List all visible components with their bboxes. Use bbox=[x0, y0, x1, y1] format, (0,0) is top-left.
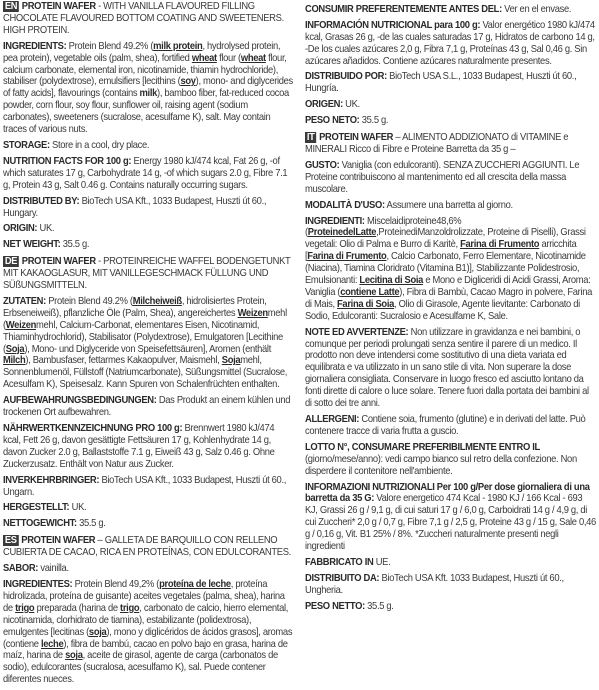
allergens-text: Contiene soia, frumento (glutine) e in derivati del latte. Può contenere tracce di varia frutta a guscio. bbox=[305, 414, 586, 437]
lang-badge-de: DE bbox=[4, 256, 18, 268]
ingredients-text: Protein Blend 49,2% ( bbox=[72, 578, 160, 590]
allergen-text: contiene Latte bbox=[340, 286, 400, 298]
nutrition-label: INFORMAZIONI NUTRIZIONALI Per 100 g/Per dose giornaliera di una barretta da 35 G: bbox=[305, 481, 590, 505]
ingredients-text: preparada (harina de bbox=[34, 602, 121, 614]
allergen-text: ProteinedelLatte bbox=[307, 227, 377, 239]
storage-label: AUFBEWAHRUNGSBEDINGUNGEN: bbox=[3, 395, 157, 407]
ingredients-text: arricchita [ bbox=[305, 239, 577, 263]
net-weight-text: 35.5 g. bbox=[76, 518, 106, 530]
ingredients-text: ), bamboo fiber, fat-reduced cocoa powder, corn flour, soy flour, sunflower oil, raising agent (sodium carbonates), sweeteners (sucralose, acesulfame K), salt. May contain traces of various nuts. bbox=[3, 88, 289, 136]
allergen-text: Farina di Frumento bbox=[307, 251, 387, 263]
storage-text: Das Produkt an einem kühlen und trockenen Ort aufbewahren. bbox=[3, 395, 291, 419]
product-description: - WITH VANILLA FLAVOURED FILLING CHOCOLATE FLAVOURED BOTTOM COATING AND SWEETENERS. HIGH PROTEIN. bbox=[3, 1, 284, 36]
allergen-text: soy bbox=[180, 76, 196, 88]
net-weight-label: NET WEIGHT: bbox=[3, 239, 61, 251]
product-description: – GALLETA DE BARQUILLO CON RELLENO CUBIERTA DE CACAO, RICA EN PROTEÍNAS, CON EDULCORANTES. bbox=[3, 535, 291, 559]
warnings-text: Non utilizzare in gravidanza e nei bambini, o comunque per periodi prolungati senza sentire il parere di un medico. Il prodotto non deve intendersi come sostitutivo di una dieta variata ed equilibrata e va utilizzato in un sano stile di vita. Non superare la dose giornaliera consigliata. Conservare in luogo fresco ed asciutto lontano da fonti dirette di calore o luce solare. Tenere fuori dalla portata dei bambini al di sotto dei tre anni. bbox=[305, 326, 589, 410]
origin-label: ORIGEN: bbox=[305, 99, 343, 111]
nutrition-text: Brennwert 1980 kJ/474 kcal, Fett 26 g, davon gesättigte Fettsäuren 17 g, Kohlenhydrate 14 g, davon Zucker 2.0 g, Ballaststoffe 7.1 g, Eiweiß 43 g, Salz 0.46 g. Ohne Zuckerzusatz. Enthält von Natur aus Zucker. bbox=[3, 423, 275, 470]
origin-label: ORIGIN: bbox=[3, 223, 38, 235]
origin-text: UK. bbox=[342, 99, 360, 111]
allergen-text: Lecitina di Soia bbox=[359, 275, 424, 287]
section-en bbox=[3, 1, 294, 251]
ingredients-text: , carbonato de calcio, hierro elemental, nicotinamida, clorhidrato de tiamina), estabilizante (polidextrosa), emulgentes [lecitinas ( bbox=[3, 602, 289, 638]
product-name: PROTEIN WAFER bbox=[319, 132, 394, 144]
allergen-text: Soja bbox=[221, 355, 241, 367]
nutrition-label: INFORMACIÓN NUTRICIONAL para 100 g: bbox=[305, 19, 481, 31]
lang-badge-es: ES bbox=[4, 535, 17, 547]
ingredients-label: INGREDIENTI: bbox=[305, 215, 365, 227]
taste-label: GUSTO: bbox=[305, 159, 340, 171]
allergen-text: trigo bbox=[120, 602, 140, 614]
allergen-text: Farina di Soia bbox=[337, 298, 395, 310]
distributor-text: BioTech USA Kft., 1033 Budapest, Huszti út 60., Hungary. bbox=[3, 195, 267, 219]
ingredients-text: ), mono y diglicéridos de ácidos grasos], aromas (contiene bbox=[3, 626, 293, 650]
origin-text: UK. bbox=[69, 502, 87, 514]
ingredients-text: , Calcio Carbonato, Ferro Elementare, Nicotinamide (Niacina), Tiamina Cloridrato (Vitamina B1)], Stabilizzante Polidestrosio, Emulsionanti: bbox=[305, 251, 586, 287]
product-description: - PROTEINREICHE WAFFEL BODENGETUNKT MIT KAKAOGLASUR, MIT VANILLEGESCHMACK FÜLLUNG UND SÜßUNGSMITTELN. bbox=[3, 256, 291, 292]
ingredients-text: , proteína hidrolizada, proteína de guisante) aceites vegetales (palma, shea), harina de bbox=[3, 578, 285, 614]
ingredients-text: mehl, Sonnenblumenöl, Füllstoff (Natriumcarbonate), Süßungsmittel (Sucralose, Acesulfam K), Speisesalz. Kann Spuren von Schalenfrüchten enthalten. bbox=[3, 355, 288, 391]
lot-text: (giorno/mese/anno): vedi campo bianco sul retro della confezione. Non disperdere il contenitore nell'ambiente. bbox=[305, 453, 577, 477]
allergen-text: Milcheiweiß bbox=[132, 295, 182, 307]
section-de bbox=[3, 256, 294, 530]
made-in-label: FABBRICATO IN bbox=[305, 556, 374, 568]
lot-label: LOTTO N°, CONSUMARE PREFERIBILMENTE ENTRO IL bbox=[305, 441, 540, 453]
ingredients-text: , hydrolysed protein, pea protein), vegetable oils (palm, shea), fortified bbox=[3, 40, 281, 64]
ingredients-text: Protein Blend 49.2% ( bbox=[45, 295, 133, 307]
ingredients-text: mehl, Calcium-Carbonat, elementares Eisen, Nicotinamid, Thiaminhydrochlorid), Stabilisator (Polydextrose), Emulgatoren [Lecithine ( bbox=[3, 319, 283, 355]
net-weight-text: 35.5 g. bbox=[364, 600, 394, 612]
product-name: PROTEIN WAFER bbox=[21, 535, 96, 547]
origin-text: UK. bbox=[37, 223, 55, 235]
distributor-label: DISTRIBUITO DA: bbox=[305, 572, 380, 584]
usage-label: MODALITÀ D'USO: bbox=[305, 199, 385, 211]
net-weight-text: 35.5 g. bbox=[60, 239, 90, 251]
allergen-text: proteína de leche bbox=[159, 578, 231, 590]
ingredients-text: , aceite de girasol, agente de carga (carbonatos de sodio), edulcorantes (sucralosa, acesulfamo K), sal. Puede contener diferentes nueces. bbox=[3, 650, 278, 686]
made-in-text: UE. bbox=[373, 556, 391, 568]
storage-text: Store in a cool, dry place. bbox=[49, 139, 150, 151]
storage-label: STORAGE: bbox=[3, 139, 50, 151]
allergen-text: Milch bbox=[3, 355, 26, 367]
product-name: PROTEIN WAFER bbox=[21, 256, 96, 268]
section-es bbox=[3, 535, 294, 686]
allergen-text: trigo bbox=[15, 602, 35, 614]
ingredients-text: Protein Blend 49.2% ( bbox=[66, 40, 154, 52]
net-weight-label: PESO NETO: bbox=[305, 115, 360, 127]
left-column bbox=[0, 0, 296, 690]
distributor-label: INVERKEHRBRINGER: bbox=[3, 474, 100, 486]
allergens-label: ALLERGENI: bbox=[305, 414, 360, 425]
nutrition-text: Valor energético 1980 kJ/474 kcal, Grasas 26 g, -de las cuales saturadas 17 g, Hidratos de carbono 14 g, -De los cuales azúcares 2,0 g, Fibra 7,1 g, Proteínas 43 g, Sal 0,46 g. Sin azúcares añadidos. Contiene azúcares naturalmente presentes. bbox=[305, 19, 595, 67]
allergen-text: leche bbox=[40, 638, 64, 650]
right-column bbox=[301, 0, 599, 617]
lang-badge-en: EN bbox=[4, 1, 18, 12]
ingredients-text: flour, calcium carbonate, elemental iron, nicotinamide, thiamin hydrochloride), stabiliser (polydextrose), emulsifiers [lecithins ( bbox=[3, 52, 287, 88]
distributor-label: DISTRIBUIDO POR: bbox=[305, 71, 387, 83]
allergen-text: Soja bbox=[5, 343, 25, 355]
section-es-continued bbox=[305, 0, 597, 127]
taste-text: Vaniglia (con edulcoranti). SENZA ZUCCHERI AGGIUNTI. Le Proteine contribuiscono al mantenimento ed all crescita della massa muscolare. bbox=[305, 159, 580, 195]
nutrition-label: NUTRITION FACTS FOR 100 g: bbox=[3, 155, 132, 167]
allergen-text: Farina di Frumento bbox=[460, 239, 540, 251]
best-before-label: CONSUMIR PREFERENTEMENTE ANTES DEL: bbox=[305, 3, 502, 15]
net-weight-text: 35.5 g. bbox=[359, 115, 389, 127]
ingredients-label: INGREDIENTES: bbox=[3, 578, 73, 590]
flavour-label: SABOR: bbox=[3, 563, 39, 575]
allergen-text: Weizen bbox=[5, 319, 37, 331]
net-weight-label: NETTOGEWICHT: bbox=[3, 518, 77, 530]
section-it bbox=[305, 132, 597, 613]
distributor-text: BioTech USA S.L., 1033 Budapest, Huszti út 60., Hungría. bbox=[305, 71, 577, 95]
allergen-text: milk protein bbox=[153, 40, 203, 52]
ingredients-text: ), Fibra di Bambù, Cacao Magro in polvere, Farina di Mais, bbox=[305, 286, 593, 310]
nutrition-label: NÄHRWERTKENNZEICHNUNG PRO 100 g: bbox=[3, 423, 183, 434]
ingredients-text: ), Bambusfaser, fettarmes Kakaopulver, Maismehl, bbox=[25, 355, 222, 367]
flavour-text: vainilla. bbox=[38, 563, 69, 575]
ingredients-text: ,ProteinediManzoldrolizzate, Proteine di Piselli), Grassi vegetali: Olio di Palma e Burro di Karitè, bbox=[305, 227, 586, 251]
distributor-text: BioTech USA Kft. 1033 Budapest, Huszti út 60., Ungheria. bbox=[305, 572, 564, 596]
allergen-text: wheat bbox=[240, 52, 266, 64]
ingredients-text: mehl ( bbox=[3, 307, 287, 331]
nutrition-text: Energy 1980 kJ/474 kcal, Fat 26 g, -of which saturates 17 g, Carbohydrate 14 g, -of which sugars 2.0 g, Fibre 7.1 g, Protein 43 g, Salt 0.46 g. Contains naturally occurring sugars. bbox=[3, 155, 288, 191]
nutrition-text: Valore energetico 474 Kcal - 1980 KJ / 166 Kcal - 693 KJ, Grassi 26 g / 9,1 g, di cui saturi 17 g / 6,0 g, Carboidrati 14 g / 4,9 g, di cui Zuccheri* 2,0 g / 0,7 g, Fibre 7,1 g / 2,5 g, Proteine 43 g / 15 g, Sale 0,46 g / 0,16 g, Vit. B1 25% / 8%. *Zuccheri naturalmente presenti negli ingredienti bbox=[305, 493, 596, 553]
lang-badge-it: IT bbox=[306, 132, 315, 144]
distributor-label: DISTRIBUTED BY: bbox=[3, 195, 80, 207]
usage-text: Assumere una barretta al giorno. bbox=[384, 199, 513, 211]
best-before-text: Ver en el envase. bbox=[501, 3, 572, 15]
ingredients-text: , Olio di Girasole, Agente lievitante: Carbonato di Sodio, Edulcoranti: Sucralosio e Acesulfame K, Sale. bbox=[305, 298, 580, 322]
ingredients-label: ZUTATEN: bbox=[3, 295, 46, 307]
ingredients-text: flour ( bbox=[216, 52, 241, 64]
allergen-text: soja bbox=[88, 626, 107, 638]
allergen-text: wheat bbox=[191, 52, 217, 64]
net-weight-label: PESO NETTO: bbox=[305, 600, 365, 612]
ingredients-text: , hidrolisiertes Protein, Erbseneiweiß), pflanzliche Öle (Palm, Shea), angereichertes bbox=[3, 295, 267, 319]
product-name: PROTEIN WAFER bbox=[21, 1, 96, 12]
allergen-text: Weizen bbox=[237, 307, 268, 319]
distributor-text: BioTech USA Kft., 1033 Budapest, Huszti út 60., Ungarn. bbox=[3, 474, 287, 498]
allergen-text: soja bbox=[65, 650, 83, 662]
ingredients-text: ), fibra de bambú, cacao en polvo bajo en grasa, harina de maíz, harina de bbox=[3, 638, 288, 662]
ingredients-text: e Mono e Digliceridi di Acidi Grassi, Aroma: Vaniglia ( bbox=[305, 275, 591, 298]
product-description: – ALIMENTO ADDIZIONATO di VITAMINE e MINERALI Ricco di Fibre e Proteine Barretta da 35 g – bbox=[305, 132, 569, 155]
ingredients-label: INGREDIENTS: bbox=[3, 40, 67, 52]
ingredients-text: Miscelaidiproteine48,6% ( bbox=[305, 215, 462, 239]
ingredients-text: ), mono- and diglycerides of fatty acids], flavourings (contains bbox=[3, 76, 293, 100]
column-divider bbox=[296, 0, 300, 600]
allergen-text: milk bbox=[139, 88, 158, 100]
ingredients-text: ), Mono- und Diglyceride von Speisefettsäuren], Aromen (enthält bbox=[24, 343, 271, 355]
warnings-label: NOTE ED AVVERTENZE: bbox=[305, 326, 409, 338]
origin-label: HERGESTELLT: bbox=[3, 502, 70, 514]
